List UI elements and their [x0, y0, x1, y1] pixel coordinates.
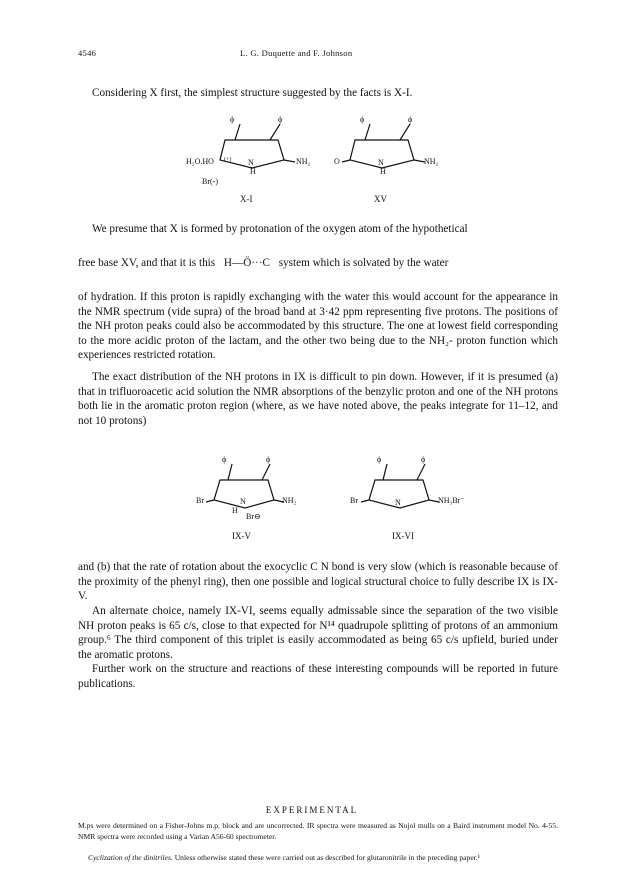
experimental-methods: M.ps were determined on a Fisher-Johns m.p. block and are uncorrected. IR spectra were measured as Nujol mulls on a Baird instrument model No. 4-55. NMR spectra were recorded using a Varian A56-60 spectrometer. [78, 821, 558, 841]
paragraph-alternate: An alternate choice, namely IX-VI, seems equally admissable since the separation of the two visible NH proton peaks is 65 c/s, close to that expected for N¹⁴ quadrupole splitting of protons of an ammonium group.⁶ The third component of this triplet is easily accommodated as being 65 c/s upfield, buried under the aromatic protons. [78, 605, 558, 661]
charge-label: (+) [224, 157, 232, 163]
phenyl-symbol: ϕ [266, 455, 271, 464]
paragraph-further-work: Further work on the structure and reactions of these interesting compounds will be reported in future publications. [78, 663, 558, 690]
section-heading: EXPERIMENTAL [265, 805, 359, 815]
paragraph-rotation: and (b) that the rate of rotation about the exocyclic C N bond is very slow (which is reasonable because of the proximity of the phenyl ring), then one possible and logical structural choice to fully describe IX is IX-V. [78, 561, 558, 603]
bromo-bond [361, 500, 369, 502]
structure-caption: IX-V [232, 531, 251, 541]
phenyl-symbol: ϕ [421, 455, 426, 464]
phenyl-symbol: ϕ [377, 455, 382, 464]
text-solvated: system which is solvated by the water [278, 257, 449, 269]
nitrogen-label: N [248, 158, 254, 167]
right-group-label: NH₂ [296, 157, 311, 166]
text-free-base: free base XV, and that it is this [78, 257, 216, 269]
carbonyl-bond [342, 160, 350, 162]
structure-caption: IX-VI [392, 531, 414, 541]
phenyl-symbol: ϕ [278, 115, 283, 124]
phenyl-bond-right [270, 124, 280, 140]
amino-bond [284, 160, 295, 162]
running-title: L. G. Duquette and F. Johnson [240, 48, 353, 58]
phenyl-bond-right [400, 124, 410, 140]
cyclization-title: Cyclization of the dinitriles. [88, 853, 173, 862]
hydrogen-label: H [250, 167, 256, 176]
phenyl-symbol: ϕ [222, 455, 227, 464]
right-group-label: NH₂ [282, 496, 297, 505]
nitrogen-label: N [240, 497, 246, 506]
structure-caption: XV [374, 194, 387, 204]
paragraph-free-base [78, 256, 448, 271]
nitrogen-label: N [395, 498, 401, 507]
structure-ix-vi [345, 458, 465, 518]
phenyl-bond-right [417, 464, 425, 480]
experimental-cyclization [78, 853, 558, 864]
phenyl-bond-left [365, 124, 370, 140]
phenyl-symbol: ϕ [360, 115, 365, 124]
paragraph-protonation: We presume that X is formed by protonation of the oxygen atom of the hypothetical [92, 223, 468, 235]
left-group-label: Br [350, 496, 358, 505]
right-group-label: NH₃Br⁻ [438, 496, 465, 505]
page-number: 4546 [78, 48, 97, 58]
counter-ion-label: Br(-) [202, 177, 218, 186]
structure-ix-v [190, 458, 310, 518]
inline-formula: H—Ö···C [223, 257, 270, 269]
phenyl-symbol: ϕ [408, 115, 413, 124]
right-group-label: NH₂ [424, 157, 439, 166]
left-group-label: Br [196, 496, 204, 505]
phenyl-bond-left [235, 124, 240, 140]
paragraph-hydration: of hydration. If this proton is rapidly exchanging with the water this would account for the appearance in the NMR spectrum (vide supra) of the broad band at 3·42 ppm representing five protons. The positions of the NH proton peaks could also be accommodated by this structure. The one at lowest field corresponding to the more acidic proton of the lactam, and the other two being due to the NH₂- proton function which experiences restricted rotation. [78, 291, 558, 362]
phenyl-bond-right [262, 464, 270, 480]
counter-ion-label: Br⊖ [246, 512, 261, 521]
structure-caption: X-I [240, 194, 253, 204]
cyclization-text: Unless otherwise stated these were carried out as described for glutaronitrile in the preceding paper.¹ [174, 853, 480, 862]
hydrogen-label: H [232, 506, 238, 515]
bromo-bond [206, 500, 214, 502]
paragraph-distribution: The exact distribution of the NH protons in IX is difficult to pin down. However, if it is presumed (a) that in trifluoroacetic acid solution the NMR absorptions of the benzylic proton and one of the NH protons both lie in the aromatic proton region (where, as we have noted above, the peaks integrate for 11–12, and not 10 protons) [78, 371, 558, 427]
left-group-label: H₂O.HO [186, 157, 214, 166]
phenyl-bond-left [228, 464, 232, 480]
nitrogen-label: N [378, 158, 384, 167]
phenyl-symbol: ϕ [230, 115, 235, 124]
left-group-label: O [334, 157, 340, 166]
phenyl-bond-left [383, 464, 387, 480]
paragraph-intro: Considering X first, the simplest structure suggested by the facts is X-I. [92, 87, 413, 99]
hydrogen-label: H [380, 167, 386, 176]
